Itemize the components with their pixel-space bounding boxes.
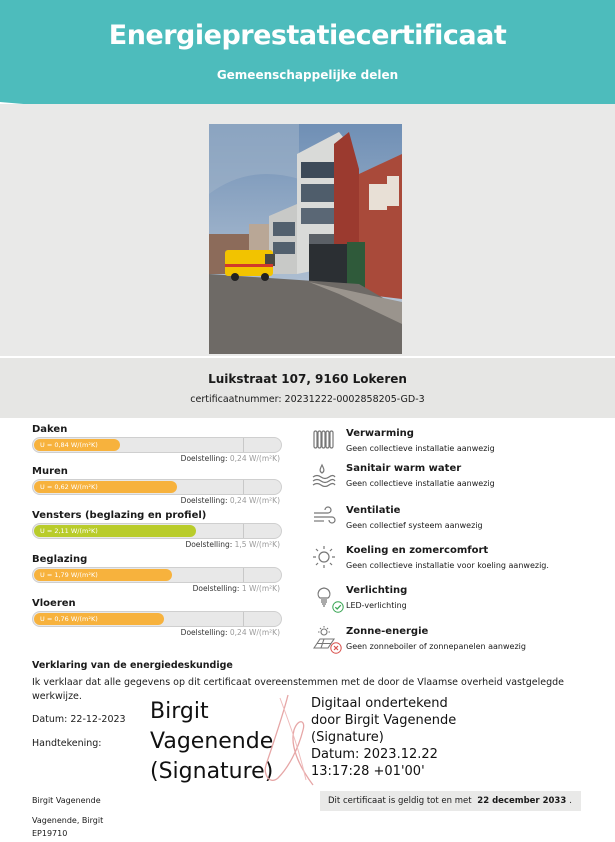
u-value-fill: U = 1,79 W/(m²K) (34, 569, 172, 581)
component-muren (32, 466, 284, 505)
declaration-text: Ik verklaar dat alle gegevens op dit certificaat overeenstemmen met de door de Vlaamse overheid vastgelegde werkwijze. (32, 677, 564, 702)
target-label: Doelstelling: (180, 496, 228, 505)
target-label: Doelstelling: (185, 540, 233, 549)
property-address: Luikstraat 107, 9160 Lokeren (208, 372, 407, 386)
radiator-icon (312, 428, 336, 452)
validity-notice (320, 791, 581, 811)
signature-line: Vagenende (150, 729, 274, 754)
installation-text: Geen collectieve installatie aanwezig (346, 444, 495, 453)
signature-name (150, 697, 273, 787)
signature-mark (258, 690, 318, 790)
target-value: 0,24 W/(m²K) (229, 496, 280, 505)
building-photo (209, 124, 402, 354)
target-marker (243, 524, 244, 538)
digital-signature (311, 695, 456, 780)
date-line (32, 714, 126, 725)
u-value-bar (32, 567, 282, 583)
digital-signature-line: 13:17:28 +01'00' (311, 764, 425, 779)
cross-icon (330, 642, 342, 654)
wind-icon (312, 505, 336, 529)
signature-line: (Signature) (150, 759, 274, 784)
u-value-bar (32, 611, 282, 627)
target-line (32, 628, 284, 637)
signature-line: Birgit (150, 699, 209, 724)
u-value-bar (32, 479, 282, 495)
target-value: 0,24 W/(m²K) (229, 628, 280, 637)
component-label: Vensters (beglazing en profiel) (32, 510, 207, 521)
validity-date: 22 december 2033 (477, 796, 567, 806)
installation-title: Sanitair warm water (346, 463, 462, 474)
declaration-title: Verklaring van de energiedeskundige (32, 660, 233, 671)
installation-text: Geen zonneboiler of zonnepanelen aanwezig (346, 642, 526, 651)
page-subtitle: Gemeenschappelijke delen (216, 68, 399, 82)
u-value-bar (32, 437, 282, 453)
component-label: Daken (32, 424, 68, 435)
component-label: Vloeren (32, 598, 76, 609)
address-band (0, 356, 615, 418)
expert-id: EP19710 (32, 829, 68, 838)
component-beglazing (32, 554, 284, 593)
digital-signature-line: door Birgit Vagenende (311, 713, 457, 728)
component-daken (32, 424, 284, 463)
target-line (32, 584, 284, 593)
u-value-fill: U = 0,84 W/(m²K) (34, 439, 120, 451)
component-vensters (32, 510, 284, 549)
installation-title: Zonne-energie (346, 626, 429, 637)
installation-title: Ventilatie (346, 505, 401, 516)
installation-title: Verlichting (346, 585, 408, 596)
validity-prefix: Dit certificaat is geldig tot en met (328, 796, 472, 806)
u-value-bar (32, 523, 282, 539)
target-label: Doelstelling: (180, 454, 228, 463)
signature-label: Handtekening: (32, 738, 102, 749)
target-label: Doelstelling: (180, 628, 228, 637)
page-title: Energieprestatiecertificaat (108, 20, 507, 51)
target-marker (243, 438, 244, 452)
u-value-fill: U = 0,76 W/(m²K) (34, 613, 164, 625)
digital-signature-line: Datum: 2023.12.22 (311, 747, 438, 762)
u-value-fill: U = 0,62 W/(m²K) (34, 481, 177, 493)
component-label: Beglazing (32, 554, 88, 565)
component-label: Muren (32, 466, 68, 477)
digital-signature-line: (Signature) (311, 730, 384, 745)
target-line (32, 496, 284, 505)
target-value: 1,5 W/(m²K) (234, 540, 280, 549)
installation-text: Geen collectieve installatie voor koeling aanwezig. (346, 561, 549, 570)
target-value: 1 W/(m²K) (241, 584, 280, 593)
validity-suffix: . (569, 796, 572, 806)
target-line (32, 540, 284, 549)
water-icon (312, 463, 336, 487)
date-value: 22-12-2023 (70, 714, 126, 725)
target-marker (243, 568, 244, 582)
expert-name: Birgit Vagenende (32, 796, 101, 805)
expert-company: Vagenende, Birgit (32, 816, 104, 825)
sun-icon (312, 545, 336, 569)
installation-text: LED-verlichting (346, 601, 407, 610)
target-value: 0,24 W/(m²K) (229, 454, 280, 463)
target-label: Doelstelling: (192, 584, 240, 593)
installation-text: Geen collectief systeem aanwezig (346, 521, 483, 530)
certificate-number: certificaatnummer: 20231222-0002858205-GD-3 (190, 394, 425, 405)
date-label: Datum: (32, 714, 68, 725)
installation-title: Koeling en zomercomfort (346, 545, 489, 556)
check-icon (332, 601, 344, 613)
digital-signature-line: Digitaal ondertekend (311, 696, 448, 711)
component-vloeren (32, 598, 284, 637)
u-value-fill: U = 2,11 W/(m²K) (34, 525, 196, 537)
installation-title: Verwarming (346, 428, 414, 439)
target-marker (243, 612, 244, 626)
target-line (32, 454, 284, 463)
installation-text: Geen collectieve installatie aanwezig (346, 479, 495, 488)
target-marker (243, 480, 244, 494)
